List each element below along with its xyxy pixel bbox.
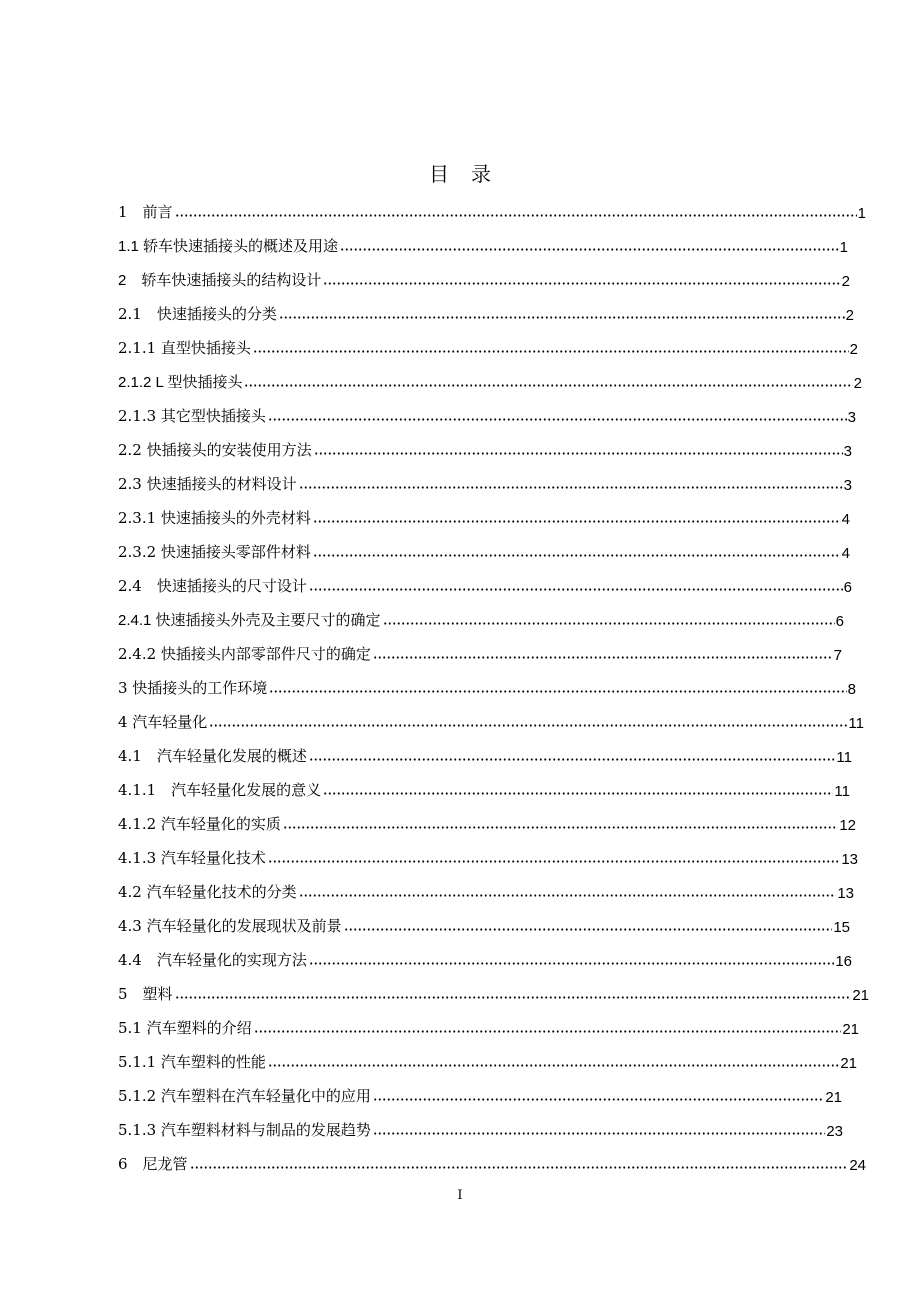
toc-entry-page: 12 [839, 817, 856, 834]
toc-entry[interactable] [118, 808, 856, 834]
toc-entry-title: 2.1.2 L 型快插接头 [118, 374, 243, 391]
toc-entry[interactable] [118, 264, 850, 290]
toc-entry[interactable] [118, 196, 866, 222]
toc-entry-page: 1 [839, 239, 848, 256]
dot-leader [313, 554, 841, 557]
dot-leader [314, 452, 843, 455]
toc-entry-title: 6 尼龙管 [118, 1155, 188, 1173]
toc-entry-title: 5.1.1 汽车塑料的性能 [118, 1053, 266, 1071]
toc-entry-title: 5.1.2 汽车塑料在汽车轻量化中的应用 [118, 1087, 371, 1105]
dot-leader [175, 214, 857, 217]
toc-entry[interactable] [118, 672, 856, 698]
toc-entry-title: 2.1 快速插接头的分类 [118, 305, 277, 323]
toc-entry-title: 1.1 轿车快速插接头的概述及用途 [118, 238, 339, 255]
dot-leader [373, 1132, 825, 1135]
toc-entry[interactable] [118, 298, 854, 324]
toc-entry-page: 8 [847, 681, 856, 698]
toc-entry[interactable] [118, 434, 852, 460]
dot-leader [313, 520, 841, 523]
toc-entry[interactable] [118, 604, 844, 630]
dot-leader [383, 622, 835, 625]
toc-entry-title: 4.1.2 汽车轻量化的实质 [118, 815, 281, 833]
toc-entry[interactable] [118, 536, 850, 562]
toc-entry-title: 4.1 汽车轻量化发展的概述 [118, 747, 307, 765]
toc-entry-title: 4.4 汽车轻量化的实现方法 [118, 951, 307, 969]
toc-entry-page: 21 [825, 1089, 842, 1106]
toc-entry-page: 21 [842, 1021, 859, 1038]
toc-entry-title: 2.3.1 快速插接头的外壳材料 [118, 509, 311, 527]
toc-entry-title: 2.3.2 快速插接头零部件材料 [118, 543, 311, 561]
toc-entry-page: 1 [857, 205, 866, 222]
toc-entry-page: 3 [843, 443, 852, 460]
dot-leader [175, 996, 852, 999]
toc-entry-title: 2.2 快插接头的安装使用方法 [118, 441, 312, 459]
toc-entry-page: 4 [841, 545, 850, 562]
toc-entry[interactable] [118, 1080, 842, 1106]
toc-entry-title: 5.1 汽车塑料的介绍 [118, 1019, 252, 1037]
dot-leader [373, 1098, 824, 1101]
toc-entry-title: 4.1.1 汽车轻量化发展的意义 [118, 781, 322, 799]
toc-entry-title: 2.4.2 快插接头内部零部件尺寸的确定 [118, 645, 371, 663]
toc-entry[interactable] [118, 638, 842, 664]
toc-entry[interactable] [118, 570, 852, 596]
toc-entry-page: 4 [841, 511, 850, 528]
toc-entry-page: 2 [841, 273, 850, 290]
dot-leader [269, 690, 846, 693]
toc-entry[interactable] [118, 1046, 857, 1072]
toc-entry-page: 3 [843, 477, 852, 494]
toc-entry[interactable] [118, 502, 850, 528]
toc-entry[interactable] [118, 910, 850, 936]
toc-entry-page: 16 [835, 953, 852, 970]
toc-entry-title: 4.1.3 汽车轻量化技术 [118, 849, 266, 867]
dot-leader [299, 486, 843, 489]
toc-entry-page: 21 [852, 987, 869, 1004]
toc-entry-page: 2 [849, 341, 858, 358]
dot-leader [299, 894, 837, 897]
toc-entry[interactable] [118, 876, 854, 902]
toc-entry-title: 4 汽车轻量化 [118, 713, 208, 731]
dot-leader [344, 928, 833, 931]
dot-leader [323, 282, 840, 285]
toc-entry-title: 2.1.3 其它型快插接头 [118, 407, 266, 425]
toc-entry-title: 4.2 汽车轻量化技术的分类 [118, 883, 297, 901]
toc-entry[interactable] [118, 366, 862, 392]
dot-leader [309, 758, 836, 761]
dot-leader [309, 962, 834, 965]
toc-entry-page: 6 [843, 579, 852, 596]
toc-entry-page: 6 [835, 613, 844, 630]
toc-entry[interactable] [118, 1148, 866, 1174]
toc-entry-title: 4.3 汽车轻量化的发展现状及前景 [118, 917, 342, 935]
toc-entry-page: 7 [833, 647, 842, 664]
toc-entry[interactable] [118, 230, 848, 256]
toc-entry-title: 2.4.1 快速插接头外壳及主要尺寸的确定 [118, 612, 381, 629]
toc-entry[interactable] [118, 468, 852, 494]
dot-leader [244, 384, 852, 387]
dot-leader [340, 248, 839, 251]
toc-entry-title: 2 轿车快速插接头的结构设计 [118, 272, 322, 289]
dot-leader [254, 1030, 842, 1033]
dot-leader [373, 656, 833, 659]
dot-leader [190, 1166, 849, 1169]
toc-entry-page: 11 [848, 715, 864, 732]
toc-entry[interactable] [118, 774, 850, 800]
toc-entry-page: 23 [826, 1123, 843, 1140]
dot-leader [283, 826, 838, 829]
toc-entry-page: 3 [847, 409, 856, 426]
page-number: I [457, 1188, 463, 1203]
toc-entry[interactable] [118, 706, 864, 732]
dot-leader [268, 418, 847, 421]
dot-leader [209, 724, 847, 727]
toc-entry-title: 5 塑料 [118, 985, 173, 1003]
toc-entry[interactable] [118, 740, 852, 766]
toc-entry-page: 13 [841, 851, 858, 868]
toc-entry[interactable] [118, 1012, 859, 1038]
toc-entry-page: 21 [840, 1055, 857, 1072]
dot-leader [309, 588, 843, 591]
toc-entry-page: 11 [834, 783, 850, 800]
toc-entry-title: 5.1.3 汽车塑料材料与制品的发展趋势 [118, 1121, 371, 1139]
toc-title: 目录 [429, 162, 513, 186]
toc-entry-title: 2.4 快速插接头的尺寸设计 [118, 577, 307, 595]
dot-leader [268, 860, 840, 863]
toc-entry[interactable] [118, 978, 869, 1004]
toc-entry[interactable] [118, 842, 858, 868]
dot-leader [253, 350, 849, 353]
toc-entry-title: 2.3 快速插接头的材料设计 [118, 475, 297, 493]
toc-entry-page: 13 [837, 885, 854, 902]
dot-leader [279, 316, 845, 319]
toc-entry-title: 2.1.1 直型快插接头 [118, 339, 251, 357]
toc-entry[interactable] [118, 332, 858, 358]
toc-entry-page: 2 [853, 375, 862, 392]
toc-entry-page: 24 [849, 1157, 866, 1174]
toc-entry-page: 11 [836, 749, 852, 766]
toc-entry[interactable] [118, 400, 856, 426]
toc-entry[interactable] [118, 944, 852, 970]
dot-leader [323, 792, 833, 795]
toc-entry-title: 3 快插接头的工作环境 [118, 679, 268, 697]
dot-leader [268, 1064, 839, 1067]
toc-entry-page: 2 [845, 307, 854, 324]
toc-entry-title: 1 前言 [118, 203, 173, 221]
toc-entry[interactable] [118, 1114, 843, 1140]
toc-entry-page: 15 [833, 919, 850, 936]
